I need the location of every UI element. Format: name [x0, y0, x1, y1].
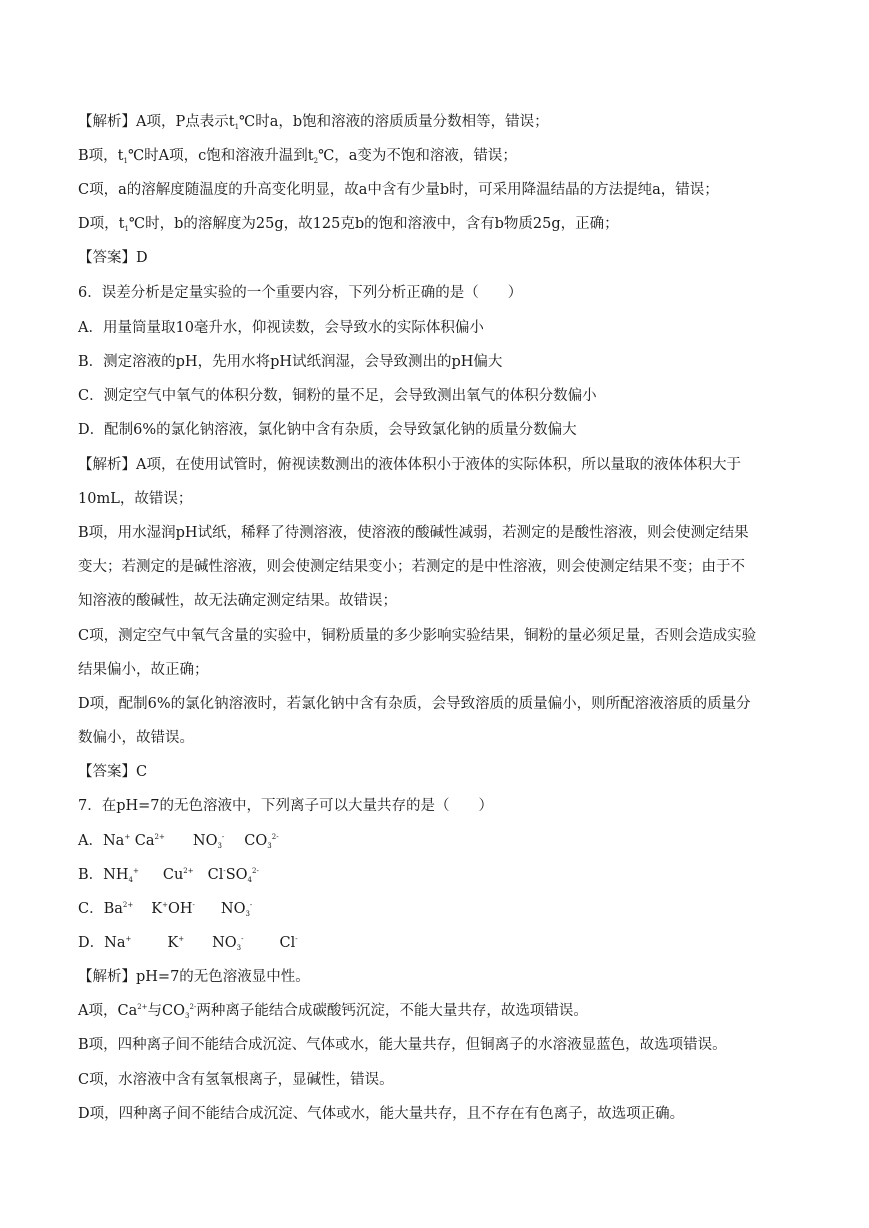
- text: A项，Ca: [78, 1003, 138, 1019]
- ion-text: C．Ba: [78, 901, 123, 917]
- q6-analysis-b2: 变大；若测定的是碱性溶液，则会使测定结果变小；若测定的是中性溶液，则会使测定结果不变；由于不: [78, 559, 745, 575]
- q7-option-b: [78, 866, 259, 884]
- q5-answer: 【答案】D: [78, 250, 148, 266]
- superscript: +: [178, 935, 185, 943]
- q6-analysis-b3: 知溶液的酸碱性，故无法确定测定结果。故错误；: [78, 593, 397, 609]
- q7-option-c: [78, 900, 252, 918]
- q7-stem: 7．在pH=7的无色溶液中，下列离子可以大量共存的是（ ）: [78, 798, 494, 814]
- superscript: -: [249, 901, 253, 909]
- q7-analysis-c: C项，水溶液中含有氢氧根离子，显碱性，错误。: [78, 1072, 394, 1088]
- q7-analysis-b: B项，四种离子间不能结合成沉淀、气体或水，能大量共存，但铜离子的水溶液显蓝色，故选项错误。: [78, 1037, 727, 1053]
- q7-analysis-a: [78, 1002, 588, 1020]
- q6-answer: 【答案】C: [78, 764, 148, 780]
- q7-option-d: [78, 934, 298, 952]
- text: ℃，a变为不饱和溶液，错误；: [318, 148, 517, 164]
- q7-analysis-intro: 【解析】pH=7的无色溶液显中性。: [78, 969, 310, 985]
- q6-analysis-a1: 【解析】A项，在使用试管时，俯视读数测出的液体体积小于液体的实际体积，所以量取的液体体积大于: [78, 457, 741, 473]
- text: D项，t: [78, 216, 125, 232]
- superscript: +: [124, 833, 131, 841]
- superscript: 2-: [252, 867, 259, 875]
- q6-analysis-c2: 结果偏小，故正确；: [78, 662, 209, 678]
- q6-option-d: D．配制6%的氯化钠溶液，氯化钠中含有杂质，会导致氯化钠的质量分数偏大: [78, 422, 577, 438]
- text: ℃时A项，c饱和溶液升温到t: [127, 148, 314, 164]
- subscript: 3: [236, 944, 242, 952]
- text: 与CO: [147, 1003, 186, 1019]
- superscript: +: [132, 867, 139, 875]
- ion-text: Cl: [207, 867, 224, 883]
- ion-text: Cu: [162, 867, 184, 883]
- q6-analysis-c1: C项，测定空气中氧气含量的实验中，铜粉质量的多少影响实验结果，铜粉的量必须足量，否则会造成实验: [78, 628, 757, 644]
- ion-text: CO: [244, 833, 268, 849]
- q6-analysis-a2: 10mL，故错误；: [78, 491, 193, 507]
- q7-option-a: [78, 832, 279, 850]
- subscript: 3: [245, 910, 250, 918]
- q6-analysis-d1: D项，配制6%的氯化钠溶液时，若氯化钠中含有杂质，会导致溶质的质量偏小，则所配溶液溶质的质量分: [78, 696, 751, 712]
- q5-analysis-c: C项，a的溶解度随温度的升高变化明显，故a中含有少量b时，可采用降温结晶的方法提纯a，错误；: [78, 182, 719, 198]
- q6-analysis-b1: B项，用水湿润pH试纸，稀释了待测溶液，使溶液的酸碱性减弱，若测定的是酸性溶液，则会使测定结果: [78, 525, 749, 541]
- superscript: 2+: [137, 1003, 148, 1011]
- superscript: -: [295, 935, 298, 943]
- ion-text: SO: [225, 867, 248, 883]
- q6-stem: 6．误差分析是定量实验的一个重要内容，下列分析正确的是（ ）: [78, 285, 523, 301]
- q5-analysis-a: [78, 113, 549, 131]
- ion-text: B．NH: [78, 867, 129, 883]
- subscript: 3: [217, 842, 222, 850]
- subscript: 4: [128, 876, 133, 884]
- ion-text: NO: [220, 901, 246, 917]
- superscript: -: [221, 833, 225, 841]
- ion-text: K: [151, 901, 163, 917]
- q6-option-c: C．测定空气中氧气的体积分数，铜粉的量不足，会导致测出氧气的体积分数偏小: [78, 388, 597, 404]
- subscript: 4: [247, 876, 253, 884]
- text: 【解析】A项，P点表示t: [78, 114, 235, 130]
- ion-text: NO: [192, 833, 218, 849]
- superscript: 2+: [154, 833, 165, 841]
- q6-analysis-d2: 数偏小，故错误。: [78, 730, 194, 746]
- q5-analysis-b: [78, 147, 517, 165]
- subscript: 1: [234, 123, 240, 131]
- text: B项，t: [78, 148, 124, 164]
- text: ℃时a，b饱和溶液的溶质质量分数相等，错误；: [239, 114, 549, 130]
- q6-option-b: B．测定溶液的pH，先用水将pH试纸润湿，会导致测出的pH偏大: [78, 354, 503, 370]
- text: 两种离子能结合成碳酸钙沉淀，不能大量共存，故选项错误。: [196, 1003, 588, 1019]
- subscript: 2: [313, 157, 319, 165]
- ion-text: NO: [212, 935, 237, 951]
- superscript: 2+: [183, 867, 194, 875]
- superscript: 2-: [189, 1003, 197, 1011]
- ion-text: Ca: [134, 833, 155, 849]
- superscript: -: [241, 935, 244, 943]
- subscript: 1: [124, 225, 129, 233]
- subscript: 1: [123, 157, 128, 165]
- superscript: -: [192, 901, 195, 909]
- superscript: 2-: [271, 833, 279, 841]
- superscript: +: [162, 901, 168, 909]
- q5-analysis-d: [78, 215, 619, 233]
- superscript: 2+: [122, 901, 134, 909]
- subscript: 3: [185, 1012, 190, 1020]
- ion-text: K: [167, 935, 179, 951]
- ion-text: OH: [167, 901, 193, 917]
- ion-text: D．Na: [78, 935, 126, 951]
- ion-text: Cl: [279, 935, 296, 951]
- subscript: 3: [267, 842, 272, 850]
- text: ℃时，b的溶解度为25g，故125克b的饱和溶液中，含有b物质25g，正确；: [128, 216, 619, 232]
- q6-option-a: A．用量筒量取10毫升水，仰视读数，会导致水的实际体积偏小: [78, 320, 484, 336]
- superscript: -: [223, 867, 226, 875]
- superscript: +: [125, 935, 132, 943]
- ion-text: A．Na: [78, 833, 125, 849]
- q7-analysis-d: D项，四种离子间不能结合成沉淀、气体或水，能大量共存，且不存在有色离子，故选项正确。: [78, 1106, 685, 1122]
